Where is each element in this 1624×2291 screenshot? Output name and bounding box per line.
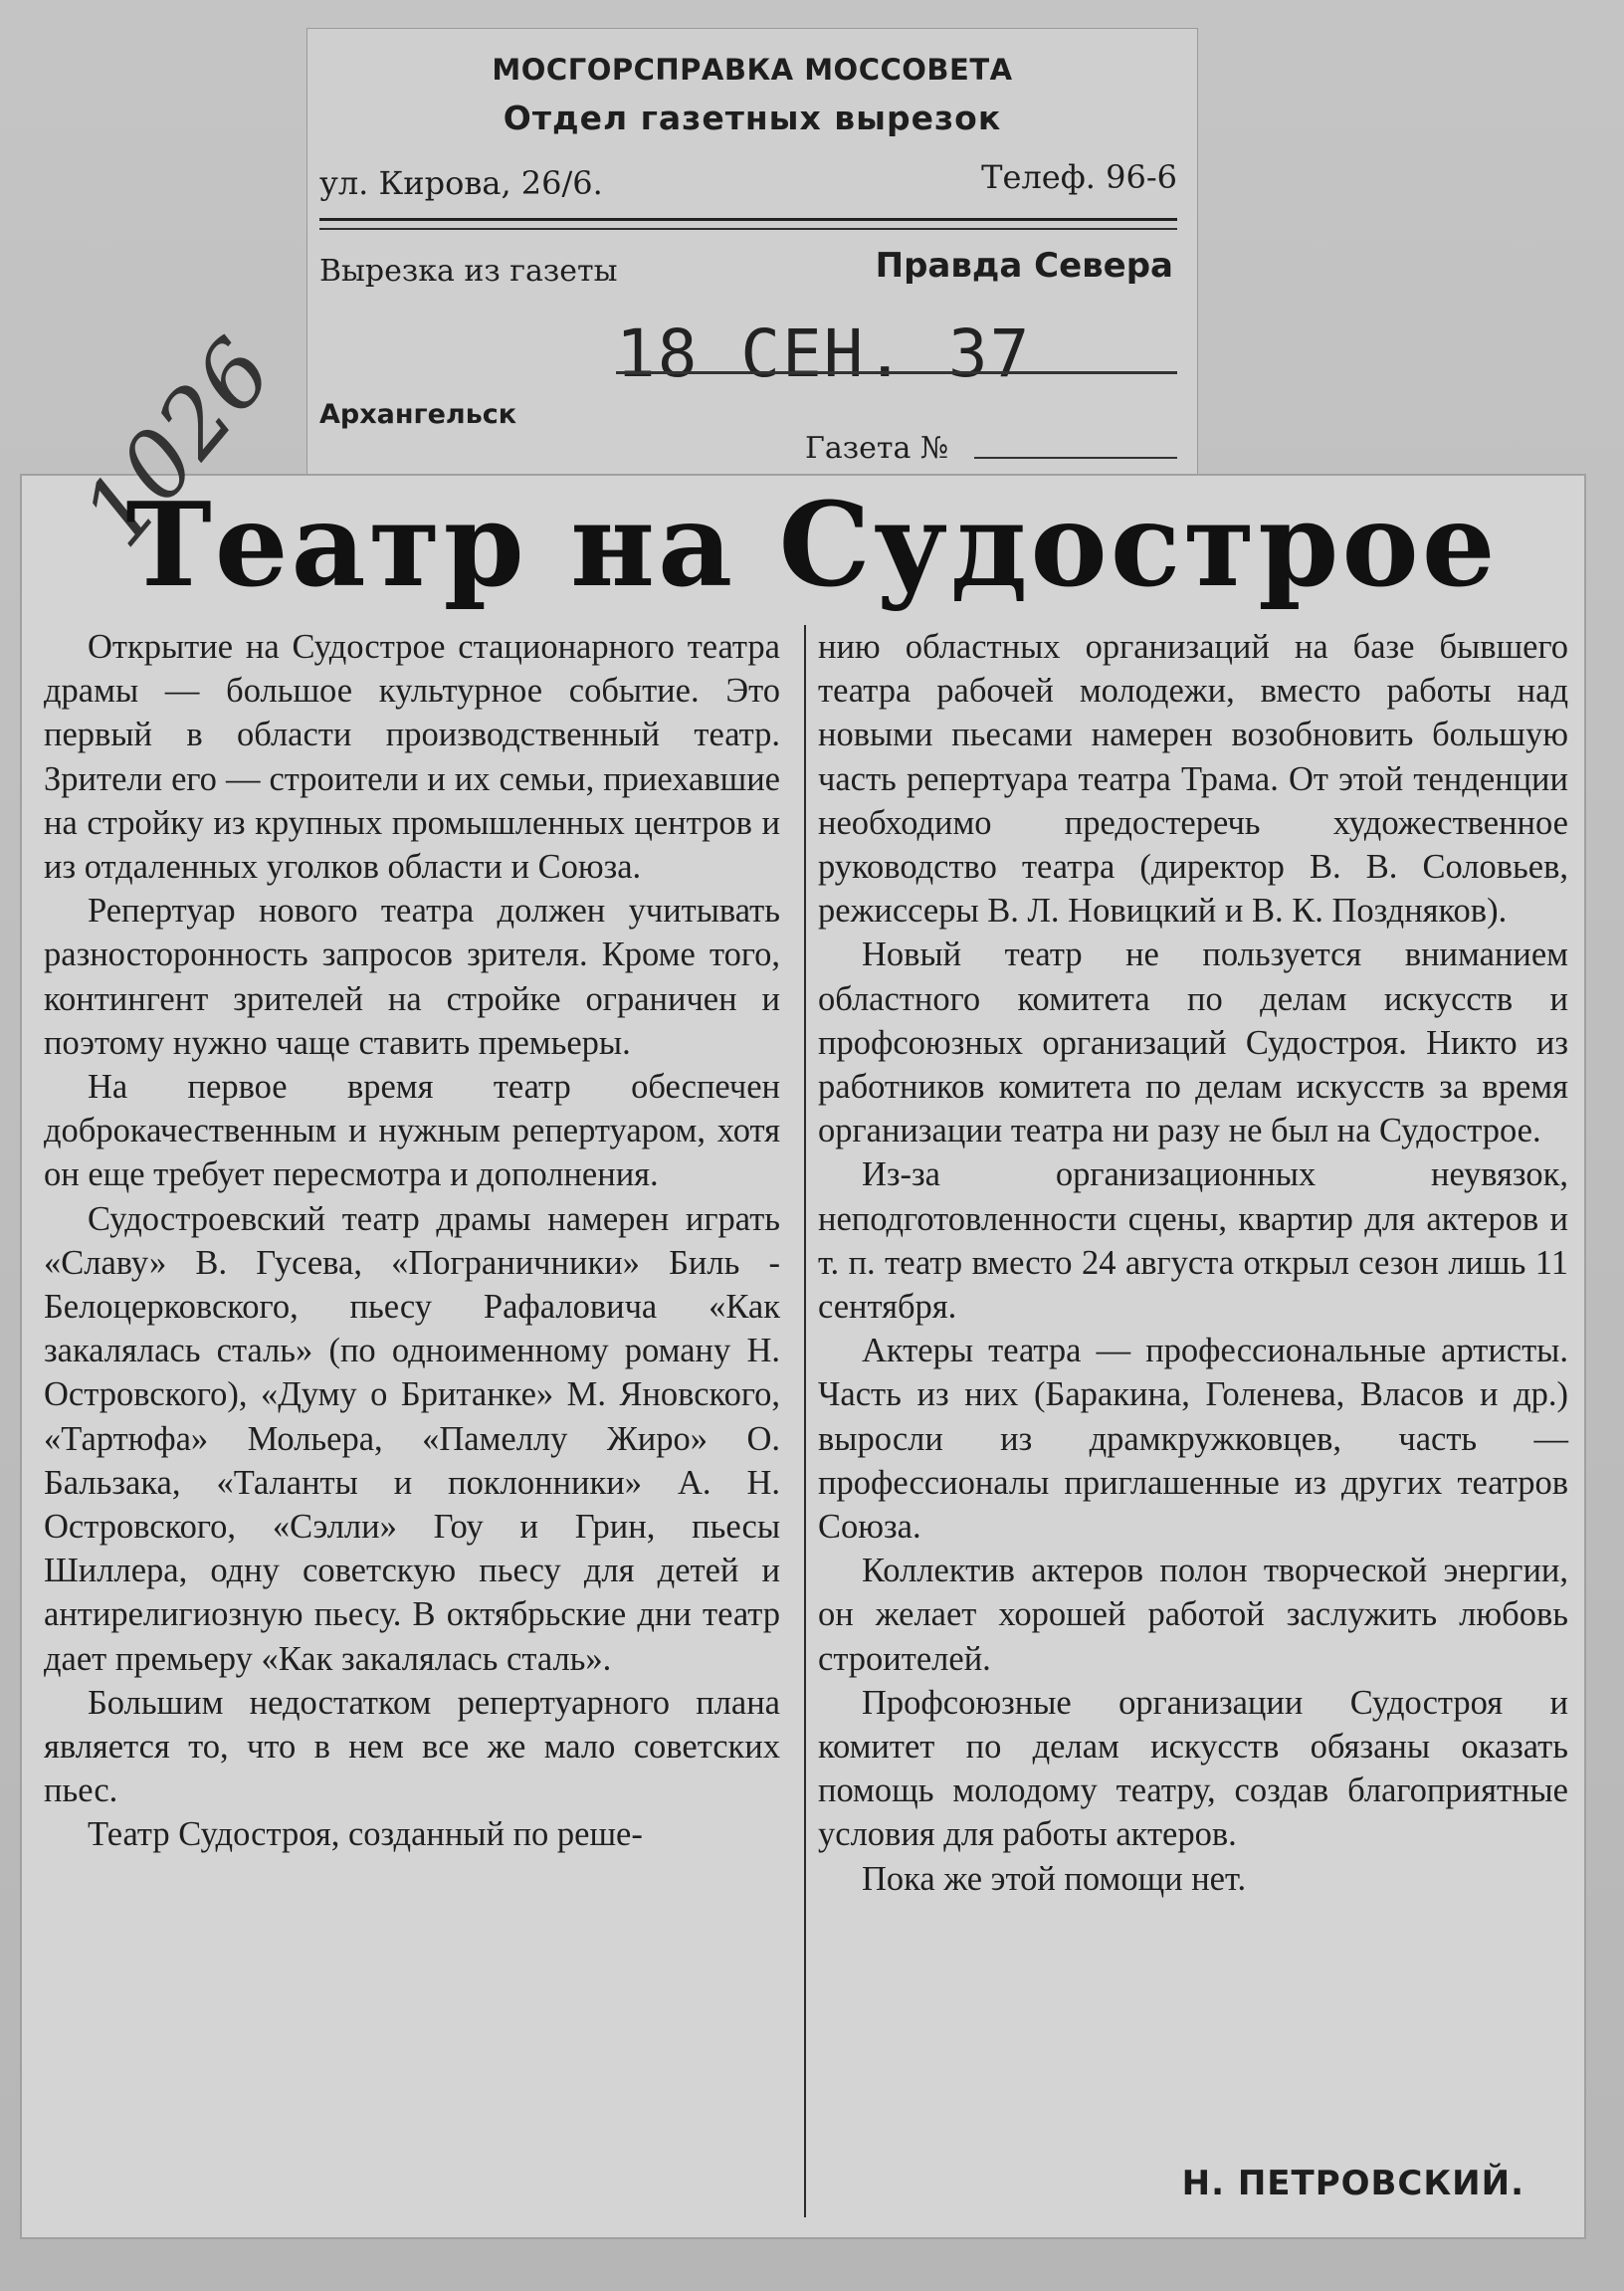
label-rule	[319, 228, 1177, 230]
date-rule	[616, 371, 1177, 374]
paragraph: Пока же этой помощи нет.	[862, 1859, 1247, 1898]
paragraph: На первое время театр обеспечен доброкачественным и нужным репертуаром, хотя он еще требует пересмотра и дополнения.	[44, 1068, 780, 1194]
bureau-address: ул. Кирова, 26/6.	[319, 164, 603, 202]
handwritten-number: 1026	[62, 318, 294, 566]
column-divider	[804, 625, 806, 2217]
issue-label: Газета №	[805, 431, 949, 466]
paragraph: Профсоюзные организации Судостроя и комитет по делам искусств обязаны оказать помощь молодому театру, создав благоприятные условия для работы актеров.	[818, 1683, 1568, 1854]
bureau-phone: Телеф. 96-6	[981, 158, 1177, 196]
article-left-column	[44, 625, 780, 1857]
date-stamp: 18 СЕН. 37	[616, 315, 1032, 392]
paragraph: нию областных организаций на базе бывшего театра рабочей молодежи, вместо работы над новыми пьесами намерен возобновить большую часть репертуара театра Трама. От этой тенденции необходимо предостеречь художественное руководство театра (директор В. В. Соловьев, режиссеры В. Л. Новицкий и В. К. Поздняков).	[818, 628, 1568, 931]
article-title: Театр на Судострое	[125, 478, 1499, 613]
newspaper-name: Правда Севера	[875, 246, 1173, 286]
paragraph: Театр Судостроя, созданный по реше-	[88, 1815, 643, 1854]
cutting-label: Вырезка из газеты	[319, 254, 618, 289]
article-right-column	[818, 625, 1568, 1901]
paragraph: Большим недостатком репертуарного плана является то, что в нем все же мало советских пьес.	[44, 1683, 780, 1810]
paragraph: Открытие на Судострое стационарного театра драмы — большое культурное событие. Это первый в области производственный театр. Зрители его — строители и их семьи, приехавшие на стройку из крупных промышленных центров и из отдаленных уголков области и Союза.	[44, 628, 780, 887]
paragraph: Репертуар нового театра должен учитывать разносторонность запросов зрителя. Кроме того, контингент зрителей на стройке ограничен и поэтому нужно чаще ставить премьеры.	[44, 892, 780, 1062]
clipping-bureau-label	[306, 28, 1198, 476]
bureau-name: МОСГОРСПРАВКА МОССОВЕТА	[492, 53, 1013, 87]
paragraph: Актеры театра — профессиональные артисты. Часть из них (Баракина, Голенева, Власов и др.) выросли из драмкружковцев, часть — профессионалы приглашенные из других театров Союза.	[818, 1332, 1568, 1547]
issue-rule	[974, 457, 1177, 459]
paragraph: Из-за организационных неувязок, неподготовленности сцены, квартир для актеров и т. п. театр вместо 24 августа открыл сезон лишь 11 сентября.	[818, 1155, 1568, 1327]
author-signature: Н. ПЕТРОВСКИЙ.	[1181, 2164, 1524, 2203]
city-name: Архангельск	[319, 399, 517, 430]
paragraph: Новый театр не пользуется вниманием областного комитета по делам искусств и профсоюзных организаций Судостроя. Никто из работников комитета по делам искусств за время организации театра ни разу не был на Судострое.	[818, 936, 1568, 1150]
paragraph: Судостроевский театр драмы намерен играть «Славу» В. Гусева, «Пограничники» Биль - Белоцерковского, пьесу Рафаловича «Как закалялась сталь» (по одноименному роману Н. Островского), «Думу о Британке» М. Яновского, «Тартюфа» Мольера, «Памеллу Жиро» О. Бальзака, «Таланты и поклонники» А. Н. Островского, «Сэлли» Гоу и Грин, пьесы Шиллера, одну советскую пьесу для детей и антирелигиозную пьесу. В октябрьские дни театр дает премьеру «Как закалялась сталь».	[44, 1199, 780, 1678]
label-rule	[319, 218, 1177, 221]
department-name: Отдел газетных вырезок	[503, 99, 1002, 137]
paragraph: Коллектив актеров полон творческой энергии, он желает хорошей работой заслужить любовь строителей.	[818, 1552, 1568, 1678]
